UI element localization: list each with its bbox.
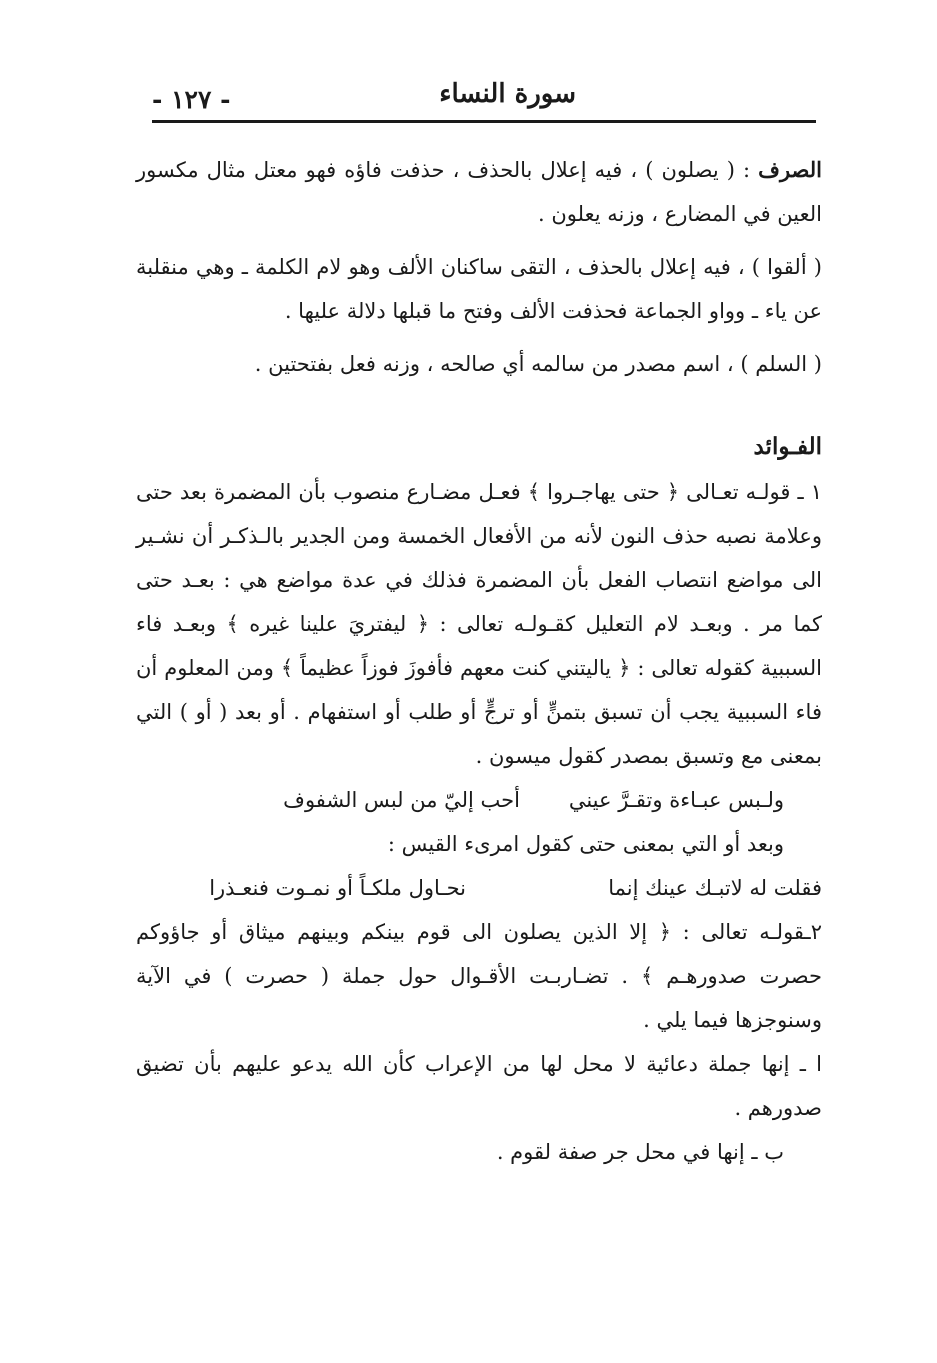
verse-2-second-hemistich: نحـاول ملكـاً أو نمـوت فنعـذرا: [209, 876, 466, 900]
page-title: سورة النساء: [439, 79, 576, 109]
sarf-paragraph: [136, 148, 822, 236]
verse-2-first-hemistich: فقلت له لاتبـك عينك إنما: [608, 876, 822, 900]
fawaid-paragraph-2: ٢ـقولـه تعالى : ﴿ إلا الذين يصلون الى قوم بينكم وبينهم ميثاق أو جاؤوكم حصرت صدورهـم ﴾ . تضـاربـت الأقـوال حول جملة ( حصرت ) في الآية وسنوجزها فيما يلي .: [136, 920, 822, 1032]
verse-line-2: [136, 866, 822, 910]
verse-1-second-hemistich: أحب إليّ من لبس الشفوف: [283, 788, 520, 812]
sarf-label: الصرف: [758, 157, 822, 182]
header-rule: [152, 120, 816, 123]
verse-line-1: [136, 778, 822, 822]
sarf-text-1: : ( يصلون ) ، فيه إعلال بالحذف ، حذفت فاؤه فهو معتل مثال مكسور العين في المضارع ، وزنه يعلون .: [136, 158, 822, 226]
list-item-b: ب ـ إنها في محل جر صفة لقوم .: [496, 1140, 784, 1164]
list-item-a: ا ـ إنها جملة دعائية لا محل لها من الإعراب كأن الله يدعو عليهم بأن تضيق صدورهم .: [136, 1052, 822, 1120]
verse-1-first-hemistich: ولـبس عبـاءة وتقـرَّ عيني: [568, 788, 784, 812]
sarf-paragraph-3: ( السلم ) ، اسم مصدر من سالمه أي صالحه ، وزنه فعل بفتحتين .: [254, 352, 822, 376]
amru-al-qais-intro: وبعد أو التي بمعنى حتى كقول امرىء القيس :: [387, 832, 784, 856]
fawaid-heading: الفـوائد: [753, 433, 822, 460]
sarf-paragraph-2: ( ألقوا ) ، فيه إعلال بالحذف ، التقى ساكنان الألف وهو لام الكلمة ـ وهي منقلبة عن ياء ـ وواو الجماعة فحذفت الألف وفتح ما قبلها دلالة عليها .: [136, 255, 822, 323]
fawaid-paragraph-1: ١ ـ قولـه تعـالى ﴿ حتى يهاجـروا ﴾ فعـل مضـارع منصوب بأن المضمرة بعد حتى وعلامة نصبه حذف النون لأنه من الأفعال الخمسة ومن الجدير بالـذكـر أن نشـير الى مواضع انتصاب الفعل بأن المضمرة فذلك في عدة مواضع هي : بعـد حتى كما مر . وبعـد لام التعليل كقـولـه تعالى : ﴿ ليفتريَ علينا غيره ﴾ وبعـد فاء السببية كقوله تعالى : ﴿ ياليتني كنت معهم فأفوزَ فوزاً عظيماً ﴾ ومن المعلوم أن فاء السببية يجب أن تسبق بتمنٍّ أو ترجٍّ أو طلب أو استفهام . أو بعد ( أو ) التي بمعنى مع وتسبق بمصدر كقول ميسون .: [136, 480, 822, 768]
page-header: [150, 74, 816, 122]
page-body: [136, 148, 822, 1174]
page-number: - ١٢٧ -: [152, 85, 231, 114]
